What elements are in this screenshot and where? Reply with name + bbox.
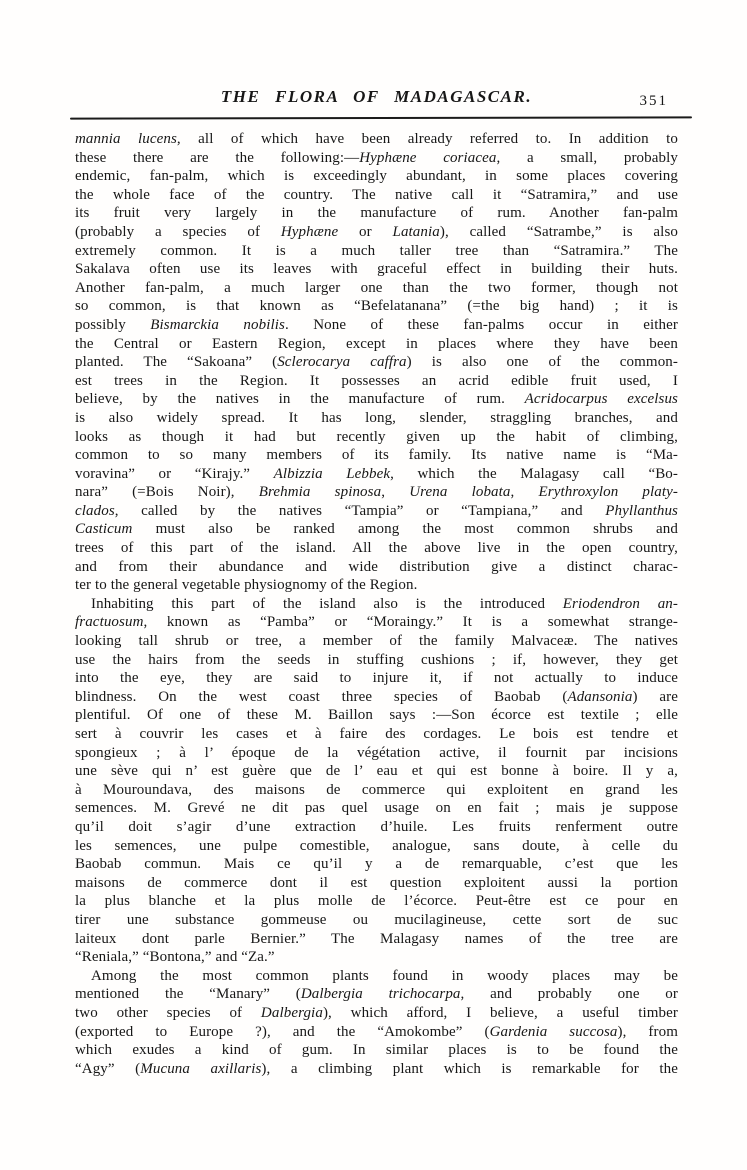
- text-segment: “Reniala,” “Bontona,” and “Za.”: [75, 949, 275, 966]
- text-column: [75, 130, 678, 1078]
- text-segment: common to so many members of its family. Its native name is “Ma-: [75, 447, 678, 464]
- species-name: Erythroxylon platy-: [538, 484, 678, 501]
- text-segment: nara” (=Bois Noir),: [75, 484, 259, 501]
- text-segment: , known as “Pamba” or “Moraingy.” It is a somewhat strange-: [143, 614, 678, 631]
- species-name: Bismarckia nobilis: [150, 316, 285, 333]
- text-line: [75, 130, 678, 149]
- species-name: Adansonia: [567, 688, 633, 705]
- text-segment: the whole face of the country. The native call it “Satramira,” and use: [75, 186, 678, 203]
- text-line: [75, 613, 678, 632]
- text-line: [75, 446, 678, 465]
- text-line: [75, 837, 678, 856]
- text-segment: is also widely spread. It has long, slender, straggling branches, and: [75, 409, 678, 426]
- text-segment: Sakalava often use its leaves with graceful effect in building their huts.: [75, 261, 678, 278]
- text-segment: la plus blanche et la plus molle de l’écorce. Peut-être est ce pour en: [75, 893, 678, 910]
- text-segment: these there are the following:—: [75, 149, 360, 166]
- species-name: clados: [75, 502, 115, 519]
- text-segment: . None of these fan-palms occur in either: [284, 316, 678, 333]
- text-line: [75, 204, 678, 223]
- text-segment: so common, is that known as “Befelatanana” (=the big hand) ; it is: [75, 298, 678, 315]
- text-segment: must also be ranked among the most common shrubs and: [132, 521, 678, 538]
- text-segment: looking tall shrub or tree, a member of the family Malvaceæ. The natives: [75, 633, 678, 650]
- text-segment: which exudes a kind of gum. In similar places is to be found the: [75, 1042, 678, 1059]
- species-name: Brehmia spinosa: [258, 484, 382, 501]
- text-segment: ter to the general vegetable physiognomy of the Region.: [75, 577, 418, 594]
- text-segment: Baobab commun. Mais ce qu’il y a de remarquable, c’est que les: [75, 856, 678, 873]
- text-line: [75, 669, 678, 688]
- text-line: [75, 892, 678, 911]
- text-segment: use the hairs from the seeds in stuffing cushions ; if, however, they get: [75, 651, 678, 668]
- text-line: [75, 818, 678, 837]
- text-segment: trees of this part of the island. All the above live in the open country,: [75, 540, 678, 557]
- text-line: [75, 985, 678, 1004]
- text-segment: ) are: [632, 688, 678, 705]
- species-name: Eriodendron an-: [562, 595, 678, 612]
- text-segment: ), from: [617, 1023, 678, 1040]
- text-segment: ), a climbing plant which is remarkable for the: [261, 1060, 679, 1077]
- text-line: [75, 409, 678, 428]
- text-line: [75, 762, 678, 781]
- text-segment: plentiful. Of one of these M. Baillon says :—Son écorce est textile ; elle: [75, 707, 678, 724]
- species-name: Albizzia Lebbek: [273, 465, 391, 482]
- text-segment: ), which afford, I believe, a useful timber: [322, 1004, 678, 1021]
- text-segment: possibly: [75, 316, 151, 333]
- text-line: [75, 372, 678, 391]
- species-name: fractuosum: [75, 614, 144, 631]
- text-segment: laiteux dont parle Bernier.” The Malagasy names of the tree are: [75, 930, 678, 947]
- text-line: [75, 930, 678, 949]
- text-segment: semences. M. Grevé ne dit pas quel usage on en fait ; mais je suppose: [75, 800, 678, 817]
- header-rule: [70, 116, 692, 119]
- text-line: [75, 428, 678, 447]
- text-line: [75, 465, 678, 484]
- text-line: [75, 967, 678, 986]
- text-segment: maisons de commerce dont il est question exploitent aussi la portion: [75, 874, 678, 891]
- text-segment: , all of which have been already referred to. In addition to: [176, 131, 678, 147]
- text-segment: ) is also one of the common-: [406, 354, 678, 371]
- species-name: Phyllanthus: [605, 502, 678, 519]
- text-line: [75, 558, 678, 577]
- text-line: [75, 706, 678, 725]
- text-line: [75, 725, 678, 744]
- text-line: [75, 297, 678, 316]
- species-name: Casticum: [75, 521, 133, 538]
- text-line: [75, 186, 678, 205]
- text-segment: two other species of: [75, 1004, 261, 1021]
- species-name: Hyphæne coriacea: [359, 149, 497, 166]
- text-line: [75, 595, 678, 614]
- text-segment: the Central or Eastern Region, except in places where they have been: [75, 335, 678, 352]
- species-name: Urena lobata: [409, 484, 511, 501]
- text-line: [75, 539, 678, 558]
- text-line: [75, 855, 678, 874]
- text-segment: looks as though it had but recently given up the habit of climbing,: [75, 428, 678, 445]
- text-segment: and from their abundance and wide distribution give a distinct charac-: [75, 558, 678, 575]
- text-segment: mentioned the “Manary” (: [75, 986, 301, 1003]
- species-name: Mucuna axillaris: [140, 1060, 262, 1077]
- text-segment: tirer une substance gommeuse ou mucilagineuse, cette sort de suc: [75, 911, 678, 928]
- text-segment: voravina” or “Kirajy.”: [75, 465, 274, 482]
- text-line: [75, 502, 678, 521]
- text-segment: into the eye, they are said to injure it, if not actually to induce: [75, 670, 678, 687]
- text-line: [75, 576, 678, 595]
- text-line: [75, 242, 678, 261]
- text-line: [75, 260, 678, 279]
- text-line: [75, 911, 678, 930]
- species-name: Gardenia succosa: [489, 1023, 618, 1040]
- text-segment: , and probably one or: [460, 986, 678, 1003]
- text-segment: une sève qui n’ est guère que de l’ eau et qui est bonne à boire. Il y a,: [75, 763, 678, 780]
- text-segment: les semences, une pulpe comestible, analogue, sans doute, à celle du: [75, 837, 678, 854]
- text-segment: Inhabiting this part of the island also is the introduced: [91, 595, 563, 612]
- text-segment: est trees in the Region. It possesses an acrid edible fruit used, I: [75, 372, 678, 389]
- text-segment: ), called “Satrambe,” is also: [439, 223, 678, 240]
- text-segment: , a small, probably: [496, 149, 678, 166]
- text-line: [75, 744, 678, 763]
- text-line: [75, 1023, 678, 1042]
- text-segment: qu’il doit s’agir d’une extraction d’huile. Les fruits renferment outre: [75, 818, 678, 835]
- text-segment: (exported to Europe ?), and the “Amokombe” (: [75, 1023, 490, 1040]
- species-name: Latania: [392, 223, 440, 240]
- text-line: [75, 948, 678, 967]
- text-segment: its fruit very largely in the manufacture of rum. Another fan-palm: [75, 205, 678, 222]
- text-line: [75, 483, 678, 502]
- text-line: [75, 874, 678, 893]
- text-segment: (probably a species of: [75, 223, 281, 240]
- text-line: [75, 1004, 678, 1023]
- species-name: Dalbergia trichocarpa: [300, 986, 461, 1003]
- text-segment: extremely common. It is a much taller tree than “Satramira.” The: [75, 242, 678, 259]
- species-name: Sclerocarya caffra: [277, 354, 407, 371]
- text-line: [75, 353, 678, 372]
- text-segment: ,: [510, 484, 539, 501]
- text-segment: ,: [381, 484, 410, 501]
- running-head-title: THE FLORA OF MADAGASCAR.: [220, 87, 533, 106]
- text-segment: sert à couvrir les cases et à faire des cordages. Le bois est tendre et: [75, 726, 678, 742]
- text-line: [75, 167, 678, 186]
- text-segment: , called by the natives “Tampia” or “Tampiana,” and: [114, 502, 606, 519]
- text-segment: “Agy” (: [75, 1060, 141, 1077]
- text-line: [75, 520, 678, 539]
- text-line: [75, 1041, 678, 1060]
- text-segment: blindness. On the west coast three species of Baobab (: [75, 688, 568, 705]
- text-line: [75, 799, 678, 818]
- text-line: [75, 1060, 678, 1079]
- text-segment: , which the Malagasy call “Bo-: [390, 465, 679, 482]
- text-line: [75, 223, 678, 242]
- species-name: mannia lucens: [75, 131, 177, 147]
- species-name: Hyphæne: [280, 223, 339, 240]
- text-line: [75, 335, 678, 354]
- text-line: [75, 149, 678, 168]
- species-name: Acridocarpus excelsus: [524, 391, 678, 408]
- text-segment: Among the most common plants found in woody places may be: [91, 967, 678, 984]
- text-segment: or: [338, 223, 393, 240]
- text-segment: spongieux ; à l’ époque de la végétation active, il fournit par incisions: [75, 744, 678, 761]
- text-segment: planted. The “Sakoana” (: [75, 354, 278, 371]
- text-segment: Another fan-palm, a much larger one than the two former, though not: [75, 279, 678, 296]
- text-segment: à Mouroundava, des maisons de commerce qui exploitent en grand les: [75, 781, 678, 798]
- text-line: [75, 632, 678, 651]
- text-line: [75, 781, 678, 800]
- text-line: [75, 651, 678, 670]
- text-line: [75, 279, 678, 298]
- text-line: [75, 688, 678, 707]
- text-line: [75, 390, 678, 409]
- species-name: Dalbergia: [260, 1004, 323, 1021]
- page-number: 351: [639, 93, 668, 109]
- text-segment: endemic, fan-palm, which is exceedingly abundant, in some places covering: [75, 168, 678, 185]
- text-line: [75, 316, 678, 335]
- text-segment: believe, by the natives in the manufacture of rum.: [75, 391, 525, 408]
